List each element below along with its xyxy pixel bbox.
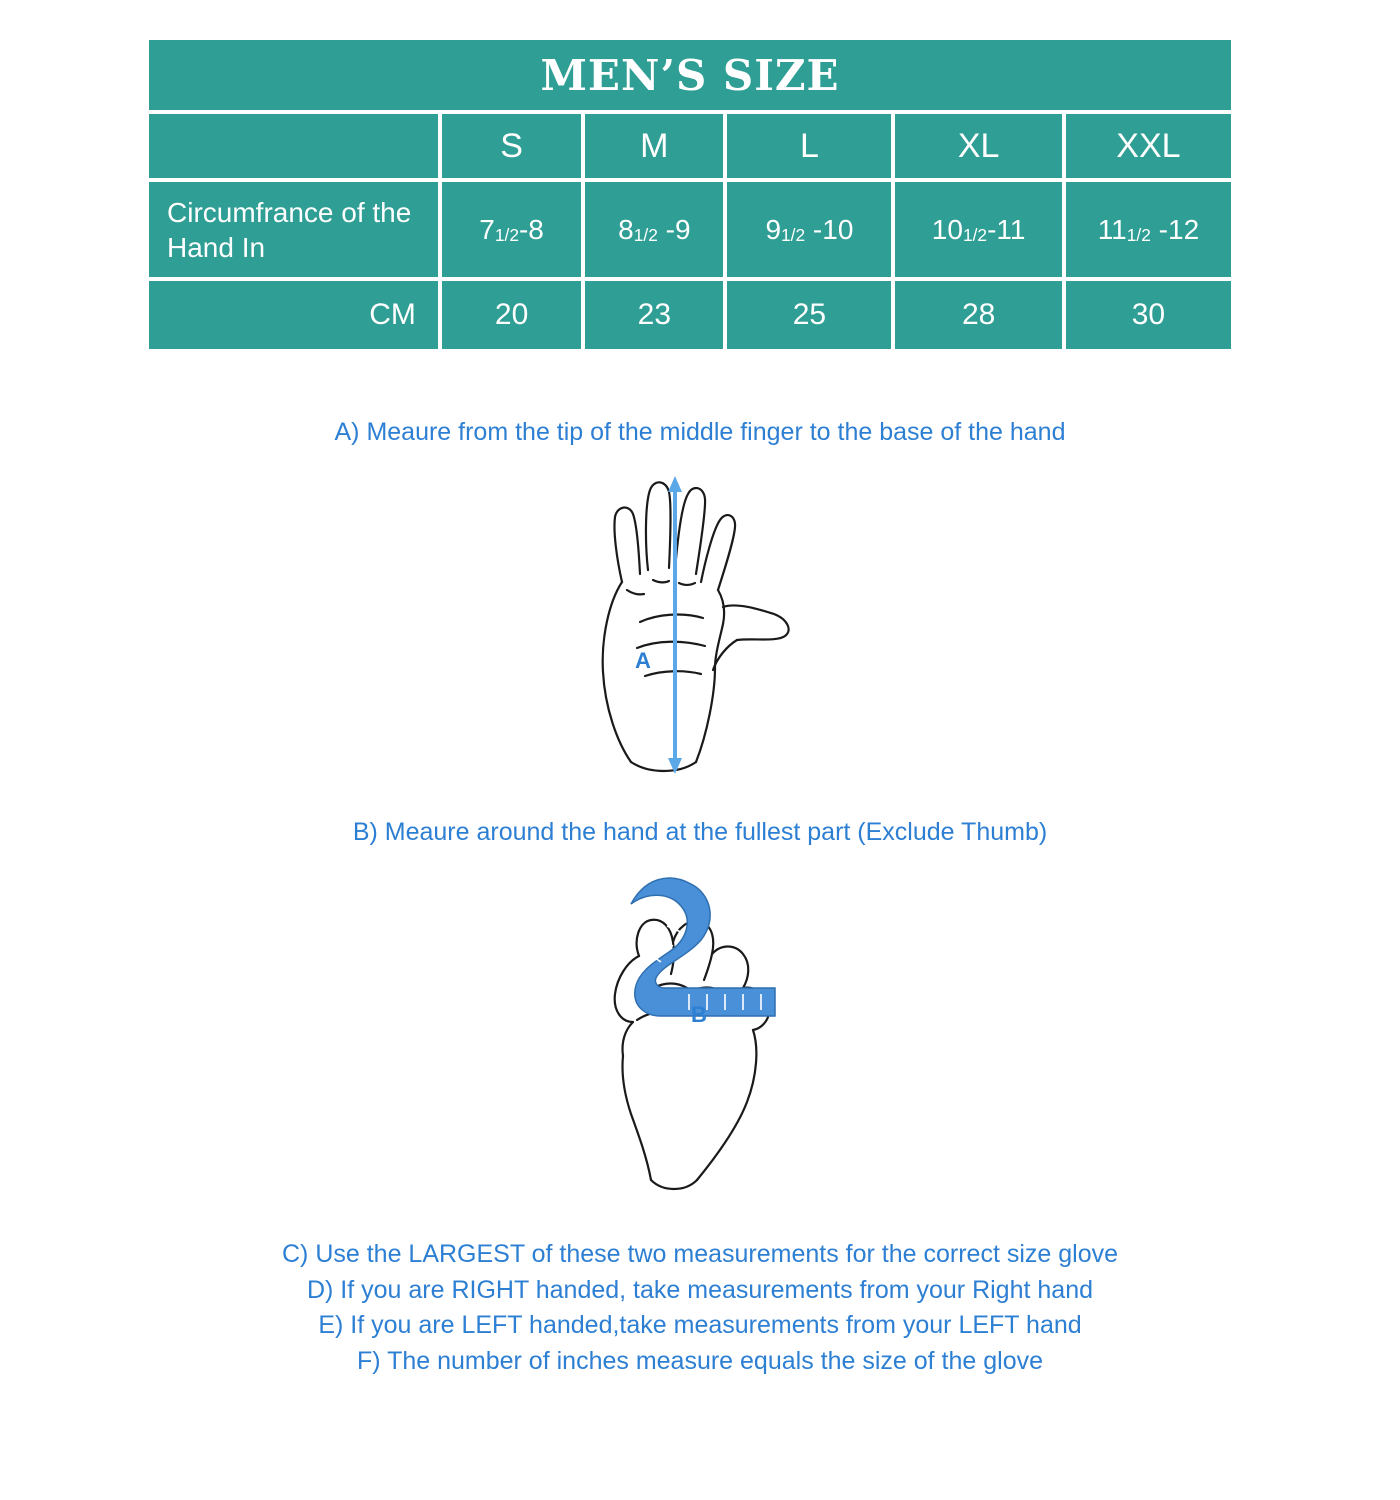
footer-note-e: E) If you are LEFT handed,take measurements from your LEFT hand — [318, 1311, 1082, 1339]
diagram-label-b: B — [691, 1002, 707, 1027]
cell-circ-xxl: 111/2 -12 — [1066, 182, 1231, 277]
column-header-m: M — [585, 114, 723, 178]
size-table — [145, 36, 1235, 353]
table-title-row — [149, 40, 1231, 110]
cell-cm-m: 23 — [585, 281, 723, 349]
column-header-xxl: XXL — [1066, 114, 1231, 178]
cell-circ-s: 71/2-8 — [442, 182, 581, 277]
page-title: MEN’S SIZE — [149, 40, 1231, 110]
hand-diagram-a — [565, 462, 835, 797]
cell-circ-m: 81/2 -9 — [585, 182, 723, 277]
footer-note-f: F) The number of inches measure equals the size of the glove — [356, 1346, 1044, 1375]
column-header-xl: XL — [895, 114, 1061, 178]
hand-diagram-b — [565, 870, 835, 1215]
diagram-label-a: A — [635, 648, 651, 673]
footer-notes — [0, 1237, 1400, 1379]
cell-cm-s: 20 — [442, 281, 581, 349]
footer-note-d: D) If you are RIGHT handed, take measurements from your Right hand — [306, 1275, 1093, 1304]
table-row — [149, 182, 1231, 277]
table-row — [149, 281, 1231, 349]
cell-circ-l: 91/2 -10 — [727, 182, 891, 277]
column-header-l: L — [727, 114, 891, 178]
footer-note-c: C) Use the LARGEST of these two measurements for the correct size glove — [282, 1240, 1118, 1268]
row-label-cm: CM — [149, 281, 438, 349]
caption-measure-b: B) Meaure around the hand at the fullest part (Exclude Thumb) — [352, 818, 1048, 846]
table-header-row — [149, 114, 1231, 178]
cell-circ-xl: 101/2-11 — [895, 182, 1061, 277]
cell-cm-l: 25 — [727, 281, 891, 349]
cell-cm-xl: 28 — [895, 281, 1061, 349]
column-header-s: S — [442, 114, 581, 178]
row-label-circumference: Circumfrance of the Hand In — [149, 182, 438, 277]
header-empty-cell — [149, 114, 438, 178]
cell-cm-xxl: 30 — [1066, 281, 1231, 349]
caption-measure-a: A) Meaure from the tip of the middle finger to the base of the hand — [334, 418, 1066, 446]
